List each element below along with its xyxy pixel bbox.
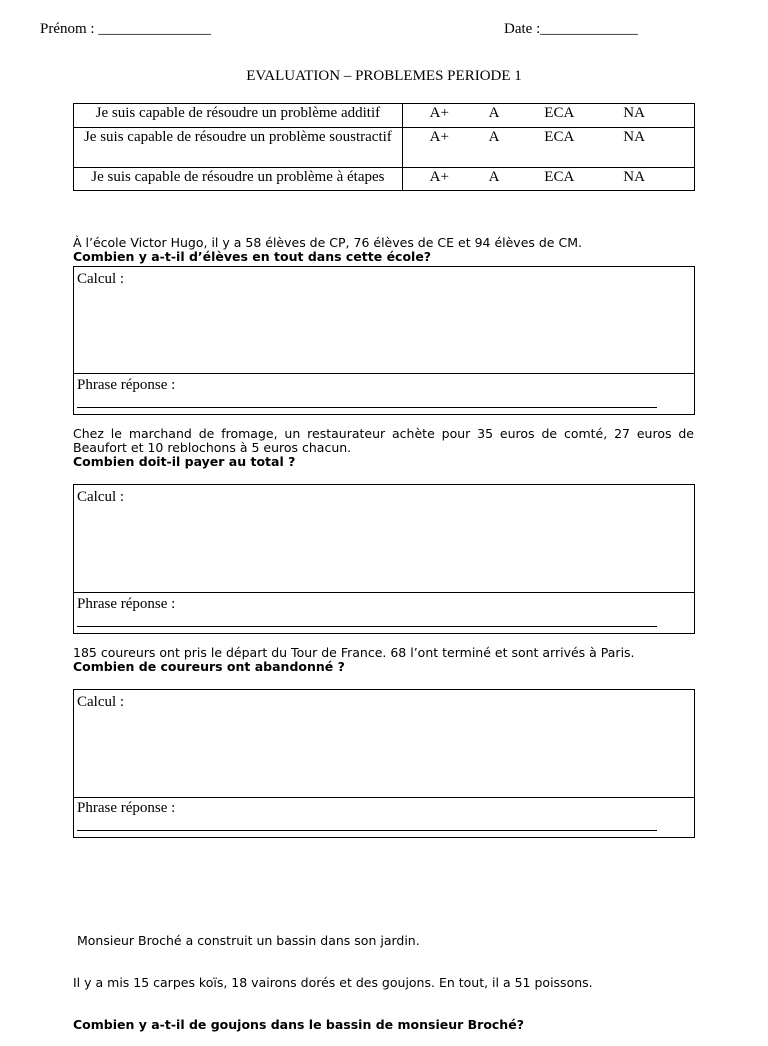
problem-text: À l’école Victor Hugo, il y a 58 élèves de CP, 76 élèves de CE et 94 élèves de CM. <box>73 235 582 250</box>
answer-line[interactable] <box>77 626 657 627</box>
problem-text: Monsieur Broché a construit un bassin dans son jardin. <box>73 933 420 948</box>
problem-question: Combien doit-il payer au total ? <box>73 454 296 469</box>
evaluation-row <box>74 168 695 191</box>
problem-question: Combien y a-t-il de goujons dans le bassin de monsieur Broché? <box>73 1017 524 1032</box>
problem-1 <box>73 236 694 264</box>
divider <box>74 373 694 374</box>
grade-a-plus[interactable]: A+ <box>402 128 476 168</box>
divider <box>74 797 694 798</box>
evaluation-row <box>74 128 695 168</box>
skill-label: Je suis capable de résoudre un problème additif <box>74 104 403 128</box>
calcul-label: Calcul : <box>77 271 125 287</box>
self-evaluation-table <box>73 103 695 191</box>
grade-a[interactable]: A <box>476 168 513 191</box>
grade-eca[interactable]: ECA <box>512 168 606 191</box>
problem-2 <box>73 427 694 469</box>
grade-eca[interactable]: ECA <box>512 128 606 168</box>
grade-a[interactable]: A <box>476 104 513 128</box>
page-title: EVALUATION – PROBLEMES PERIODE 1 <box>246 68 522 84</box>
phrase-reponse-label: Phrase réponse : <box>77 377 176 393</box>
evaluation-row <box>74 104 695 128</box>
calcul-label: Calcul : <box>77 694 125 710</box>
skill-label: Je suis capable de résoudre un problème à étapes <box>74 168 403 191</box>
problem-text: Il y a mis 15 carpes koïs, 18 vairons dorés et des goujons. En tout, il a 51 poissons. <box>73 975 593 990</box>
date-field[interactable]: Date :_____________ <box>504 21 638 37</box>
grade-na[interactable]: NA <box>606 168 694 191</box>
answer-box-3 <box>73 689 695 838</box>
phrase-reponse-label: Phrase réponse : <box>77 800 176 816</box>
grade-na[interactable]: NA <box>606 104 694 128</box>
skill-label: Je suis capable de résoudre un problème soustractif <box>74 128 403 168</box>
answer-box-1 <box>73 266 695 415</box>
grade-na[interactable]: NA <box>606 128 694 168</box>
calcul-label: Calcul : <box>77 489 125 505</box>
problem-question: Combien y a-t-il d’élèves en tout dans cette école? <box>73 249 432 264</box>
answer-line[interactable] <box>77 407 657 408</box>
grade-a-plus[interactable]: A+ <box>402 168 476 191</box>
prenom-field[interactable]: Prénom : _______________ <box>40 21 211 37</box>
answer-box-2 <box>73 484 695 634</box>
problem-text: 185 coureurs ont pris le départ du Tour de France. 68 l’ont terminé et sont arrivés à Paris. <box>73 645 635 660</box>
problem-question: Combien de coureurs ont abandonné ? <box>73 659 345 674</box>
grade-a-plus[interactable]: A+ <box>402 104 476 128</box>
problem-3 <box>73 646 694 674</box>
divider <box>74 592 694 593</box>
phrase-reponse-label: Phrase réponse : <box>77 596 176 612</box>
answer-line[interactable] <box>77 830 657 831</box>
problem-4 <box>73 906 694 1046</box>
problem-text: Chez le marchand de fromage, un restaurateur achète pour 35 euros de comté, 27 euros de Beaufort et 10 reblochons à 5 euros chacun. <box>73 426 694 455</box>
grade-a[interactable]: A <box>476 128 513 168</box>
grade-eca[interactable]: ECA <box>512 104 606 128</box>
